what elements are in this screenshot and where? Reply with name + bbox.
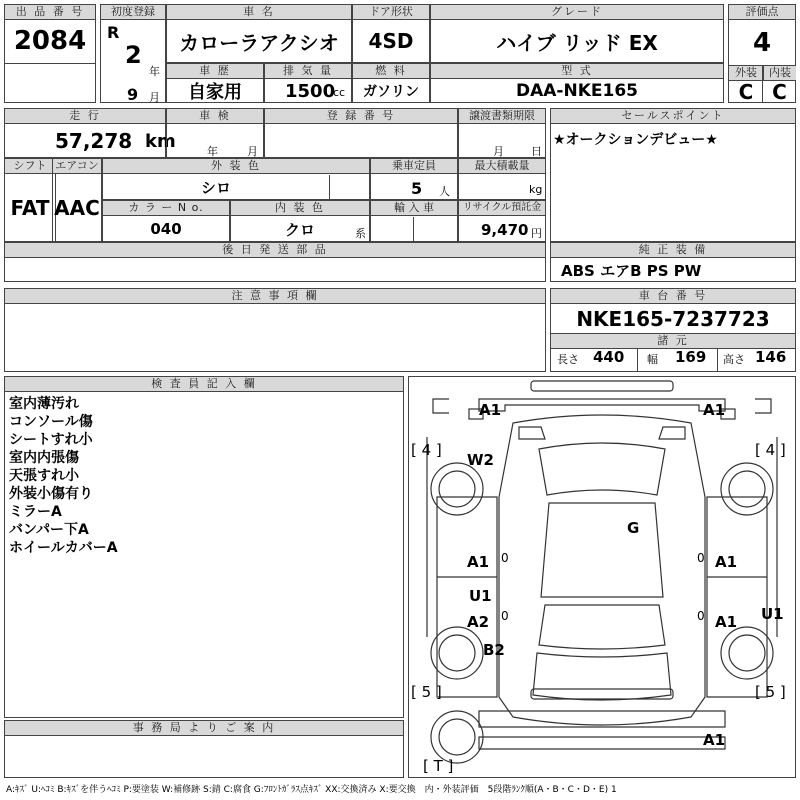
recycle-unit: 円	[531, 227, 542, 240]
import-box	[370, 200, 458, 242]
damage-a1-right-front-door: A1	[715, 553, 738, 571]
shift-box	[4, 158, 56, 242]
divider	[329, 175, 330, 200]
ac-label: エアコン	[53, 159, 101, 174]
legend-footer: A:ｷｽﾞ U:ﾍｺﾐ B:ｷｽﾞを伴うﾍｺﾐ P:要塗装 W:補修跡 S:錆 C:腐食 G:ﾌﾛﾝﾄｶﾞﾗｽ点ｷｽﾞ XX:交換済み X:要交換 内・外装評価 5段階ﾗﾝｸ順(A・B・C・D・E) 1	[6, 785, 617, 795]
equipment-label: 純 正 装 備	[551, 243, 795, 258]
int-color: クロ	[284, 220, 315, 239]
int-color-box	[230, 200, 370, 242]
displacement-box	[264, 63, 352, 103]
equipment-box	[550, 242, 796, 282]
ac: AAC	[54, 196, 100, 220]
score: 4	[752, 28, 772, 58]
inspector-box	[4, 376, 404, 718]
door-box	[352, 4, 430, 63]
model-label: 型 式	[431, 64, 723, 79]
damage-front-right: A1	[703, 401, 726, 419]
color-no: 040	[150, 220, 182, 238]
ac-box	[52, 158, 102, 242]
displacement: 1500	[285, 80, 336, 102]
later-parts-box	[4, 242, 546, 282]
transfer-label: 譲渡書類期限	[459, 109, 545, 124]
car-name-box	[166, 4, 352, 63]
exterior-label: 外装	[729, 66, 763, 81]
model: DAA-NKE165	[516, 80, 638, 101]
score-box	[728, 4, 796, 103]
zero-mark: 0	[697, 609, 705, 623]
office-box	[4, 720, 404, 778]
car-name-label: 車 名	[167, 5, 351, 20]
inspection-label: 車 検	[167, 109, 263, 124]
import-label: 輸 入 車	[371, 201, 457, 216]
era: R	[107, 23, 120, 42]
recycle: 9,470	[481, 221, 529, 239]
grade: ハイブ リッド EX	[496, 30, 658, 55]
length-label: 長さ	[557, 353, 579, 366]
divider	[5, 63, 95, 64]
transfer-month-unit: 月	[493, 145, 504, 158]
mileage-label: 走 行	[5, 109, 165, 124]
transfer-day-unit: 日	[531, 145, 542, 158]
divider	[637, 348, 638, 372]
zero-mark: 0	[501, 609, 509, 623]
history-box	[166, 63, 264, 103]
mileage-box	[4, 108, 176, 158]
length: 440	[593, 348, 625, 366]
registration-label: 登 録 番 号	[265, 109, 457, 124]
exterior-grade: C	[738, 80, 754, 104]
inspector-notes	[9, 395, 118, 557]
ext-color: シロ	[200, 178, 231, 197]
sales-point-box	[550, 108, 796, 242]
interior-label: 内装	[763, 66, 796, 81]
grade-label: グレード	[431, 5, 723, 20]
lot-label: 出 品 番 号	[5, 5, 95, 20]
load-unit: kg	[529, 183, 543, 196]
later-parts-label: 後 日 発 送 部 品	[5, 243, 545, 258]
insp-year-unit: 年	[207, 145, 218, 158]
damage-a2-left: A2	[467, 613, 490, 631]
chassis-box	[550, 288, 796, 372]
lot-box	[4, 4, 96, 103]
ext-color-label: 外 装 色	[103, 159, 369, 174]
damage-g: G	[627, 519, 640, 537]
first-reg-label: 初度登録	[101, 5, 165, 20]
bracket-t: [ T ]	[423, 757, 454, 775]
displacement-label: 排 気 量	[265, 64, 351, 79]
bracket-4-right: [ 4 ]	[755, 441, 786, 459]
load-label: 最大積載量	[459, 159, 545, 174]
car-outline	[409, 377, 795, 777]
inspector-line: バンパー下A	[9, 522, 89, 538]
load-box	[458, 158, 546, 200]
zero-mark: 0	[697, 551, 705, 565]
transfer-box	[458, 108, 546, 158]
shift: FAT	[10, 196, 50, 220]
mileage: 57,278	[55, 129, 133, 153]
damage-front-left: A1	[479, 401, 502, 419]
capacity-unit: 人	[439, 185, 450, 198]
color-no-label: カ ラ ー N o.	[103, 201, 229, 216]
year-unit: 年	[149, 65, 160, 78]
mileage-unit: km	[145, 130, 176, 152]
car-name: カローラアクシオ	[179, 30, 339, 55]
inspector-line: ミラーA	[9, 504, 62, 520]
int-color-label: 内 装 色	[231, 201, 369, 216]
damage-rear: A1	[703, 731, 726, 749]
chassis-number: NKE165-7237723	[576, 307, 770, 331]
score-label: 評価点	[729, 5, 795, 20]
damage-w2: W2	[467, 451, 494, 469]
month-unit: 月	[149, 91, 160, 104]
car-diagram	[408, 376, 796, 778]
fuel-label: 燃 料	[353, 64, 429, 79]
interior-grade: C	[772, 80, 787, 104]
first-reg-box	[100, 4, 166, 103]
divider	[717, 348, 718, 372]
spec-label: 諸 元	[551, 333, 795, 349]
damage-b2: B2	[483, 641, 505, 659]
shift-label: シフト	[5, 159, 55, 174]
bracket-5-left: [ 5 ]	[411, 683, 442, 701]
inspector-line: 外装小傷有り	[9, 486, 93, 502]
lot-number: 2084	[13, 26, 87, 56]
damage-u1-left: U1	[469, 587, 492, 605]
damage-a1-left-front-door: A1	[467, 553, 490, 571]
width: 169	[675, 348, 707, 366]
registration-box	[264, 108, 458, 158]
grade-box	[430, 4, 724, 63]
width-label: 幅	[647, 353, 658, 366]
capacity-label: 乗車定員	[371, 159, 457, 174]
damage-u1-right: U1	[761, 605, 784, 623]
sales-point-label: セールスポイント	[551, 109, 795, 124]
inspector-line: コンソール傷	[9, 414, 93, 430]
bracket-4-left: [ 4 ]	[411, 441, 442, 459]
reg-month: 9	[127, 85, 139, 104]
ext-color-box	[102, 158, 370, 200]
fuel-box	[352, 63, 430, 103]
inspector-line: シートすれ小	[9, 432, 93, 448]
inspector-line: 天張すれ小	[9, 468, 79, 484]
inspection-box	[166, 108, 264, 158]
height-label: 高さ	[723, 353, 745, 366]
door-type: 4SD	[368, 29, 414, 53]
fuel: ガソリン	[363, 83, 419, 100]
chassis-label: 車 台 番 号	[551, 289, 795, 304]
inspector-label: 検 査 員 記 入 欄	[5, 377, 403, 392]
notes-box	[4, 288, 546, 372]
inspector-line: 室内内張傷	[9, 450, 79, 466]
model-box	[430, 63, 724, 103]
office-label: 事 務 局 よ り ご 案 内	[5, 721, 403, 736]
history-label: 車 歴	[167, 64, 263, 79]
history: 自家用	[188, 81, 242, 103]
height: 146	[755, 348, 787, 366]
equipment: ABS エアB PS PW	[561, 261, 702, 280]
displacement-unit: cc	[333, 86, 346, 99]
sales-point: ★オークションデビュー★	[553, 132, 718, 148]
recycle-box	[458, 200, 546, 242]
inspector-line: 室内薄汚れ	[9, 396, 79, 412]
capacity-box	[370, 158, 458, 200]
zero-mark: 0	[501, 551, 509, 565]
damage-a1-right-rear-door: A1	[715, 613, 738, 631]
divider	[413, 217, 414, 242]
recycle-label: リサイクル預託金	[459, 201, 545, 216]
insp-month-unit: 月	[247, 145, 258, 158]
inspector-line: ホイールカバーA	[9, 540, 118, 556]
color-no-box	[102, 200, 230, 242]
notes-label: 注 意 事 項 欄	[5, 289, 545, 304]
reg-year: 2	[125, 41, 142, 69]
bracket-5-right: [ 5 ]	[755, 683, 786, 701]
door-label: ドア形状	[353, 5, 429, 20]
int-color-suffix: 系	[355, 227, 366, 240]
capacity: 5	[411, 178, 423, 198]
